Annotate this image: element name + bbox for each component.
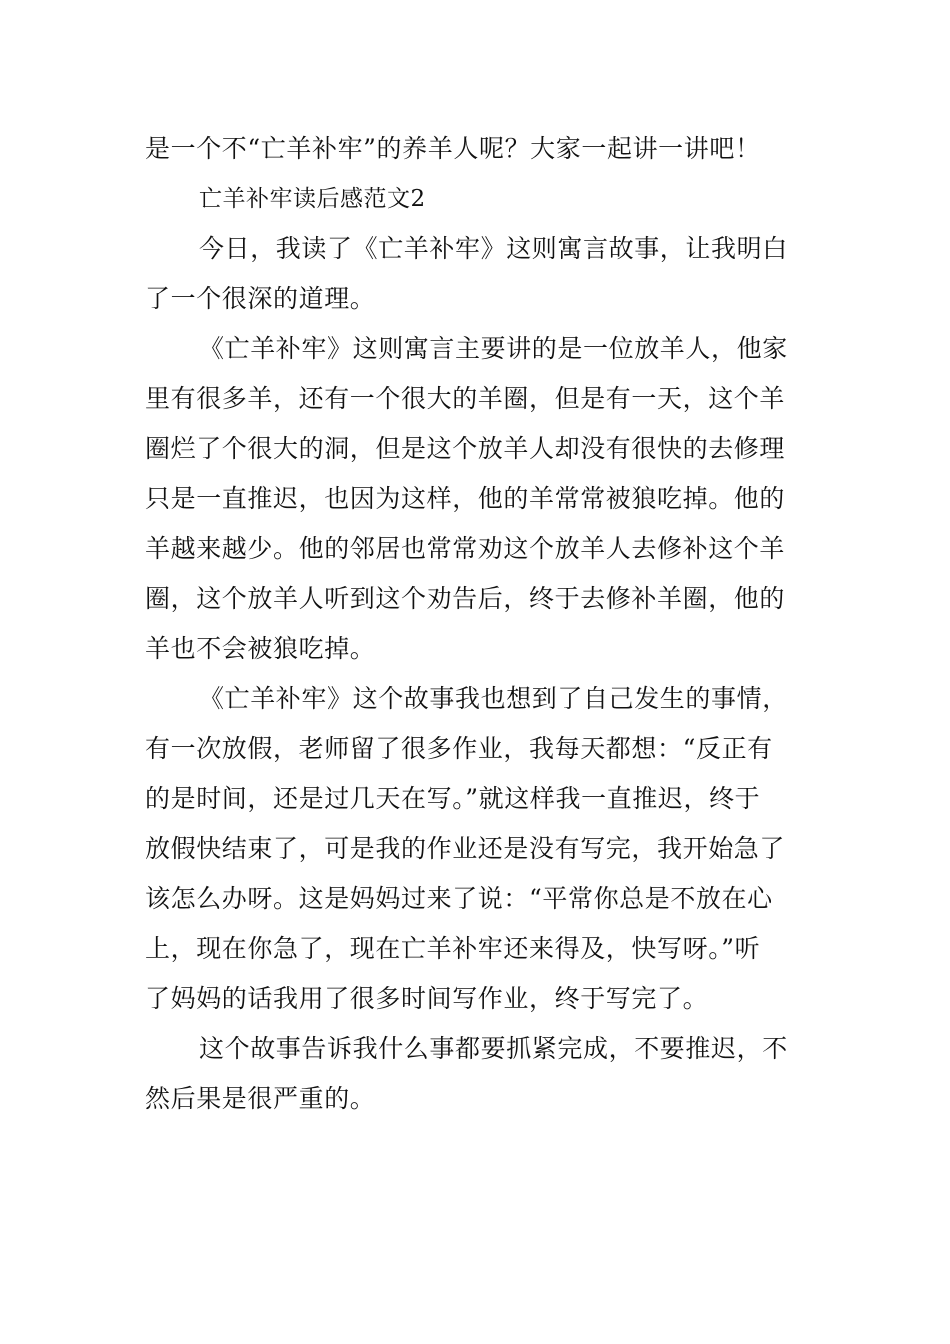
text-line: 羊也不会被狼吃掉。 — [145, 634, 376, 663]
section-heading — [145, 174, 810, 224]
paragraph-continuation — [145, 124, 810, 174]
paragraph — [145, 224, 810, 324]
text-line: 圈，这个放羊人听到这个劝告后，终于去修补羊圈，他的 — [145, 584, 786, 613]
text-line: 了一个很深的道理。 — [145, 284, 376, 313]
text-line: 《亡羊补牢》这则寓言主要讲的是一位放羊人，他家 — [199, 334, 788, 363]
text-line: 上，现在你急了，现在亡羊补牢还来得及，快写呀。”听 — [145, 934, 761, 963]
document-body — [145, 124, 810, 1124]
text-line: 的是时间，还是过几天在写。”就这样我一直推迟，终于 — [145, 784, 761, 813]
paragraph — [145, 1024, 810, 1124]
text-line: 放假快结束了，可是我的作业还是没有写完，我开始急了 — [145, 834, 786, 863]
text-line: 该怎么办呀。这是妈妈过来了说：“平常你总是不放在心 — [145, 884, 773, 913]
text-line: 只是一直推迟，也因为这样，他的羊常常被狼吃掉。他的 — [145, 484, 786, 513]
text-line: 里有很多羊，还有一个很大的羊圈，但是有一天，这个羊 — [145, 384, 786, 413]
text-line: 了妈妈的话我用了很多时间写作业，终于写完了。 — [145, 984, 709, 1013]
text-line: 今日，我读了《亡羊补牢》这则寓言故事，让我明白 — [199, 234, 788, 263]
heading-text: 亡羊补牢读后感范文2 — [199, 186, 426, 212]
text-line: 然后果是很严重的。 — [145, 1084, 376, 1113]
text-line: 羊越来越少。他的邻居也常常劝这个放羊人去修补这个羊 — [145, 534, 786, 563]
text-line: 这个故事告诉我什么事都要抓紧完成，不要推迟，不 — [199, 1034, 788, 1063]
paragraph — [145, 324, 810, 674]
text-line: 圈烂了个很大的洞，但是这个放羊人却没有很快的去修理 — [145, 434, 786, 463]
text-line: 有一次放假，老师留了很多作业，我每天都想：“反正有 — [145, 734, 773, 763]
text-line: 是一个不“亡羊补牢”的养羊人呢？大家一起讲一讲吧！ — [145, 134, 761, 163]
paragraph — [145, 674, 810, 1024]
text-line: 《亡羊补牢》这个故事我也想到了自己发生的事情， — [199, 684, 788, 713]
